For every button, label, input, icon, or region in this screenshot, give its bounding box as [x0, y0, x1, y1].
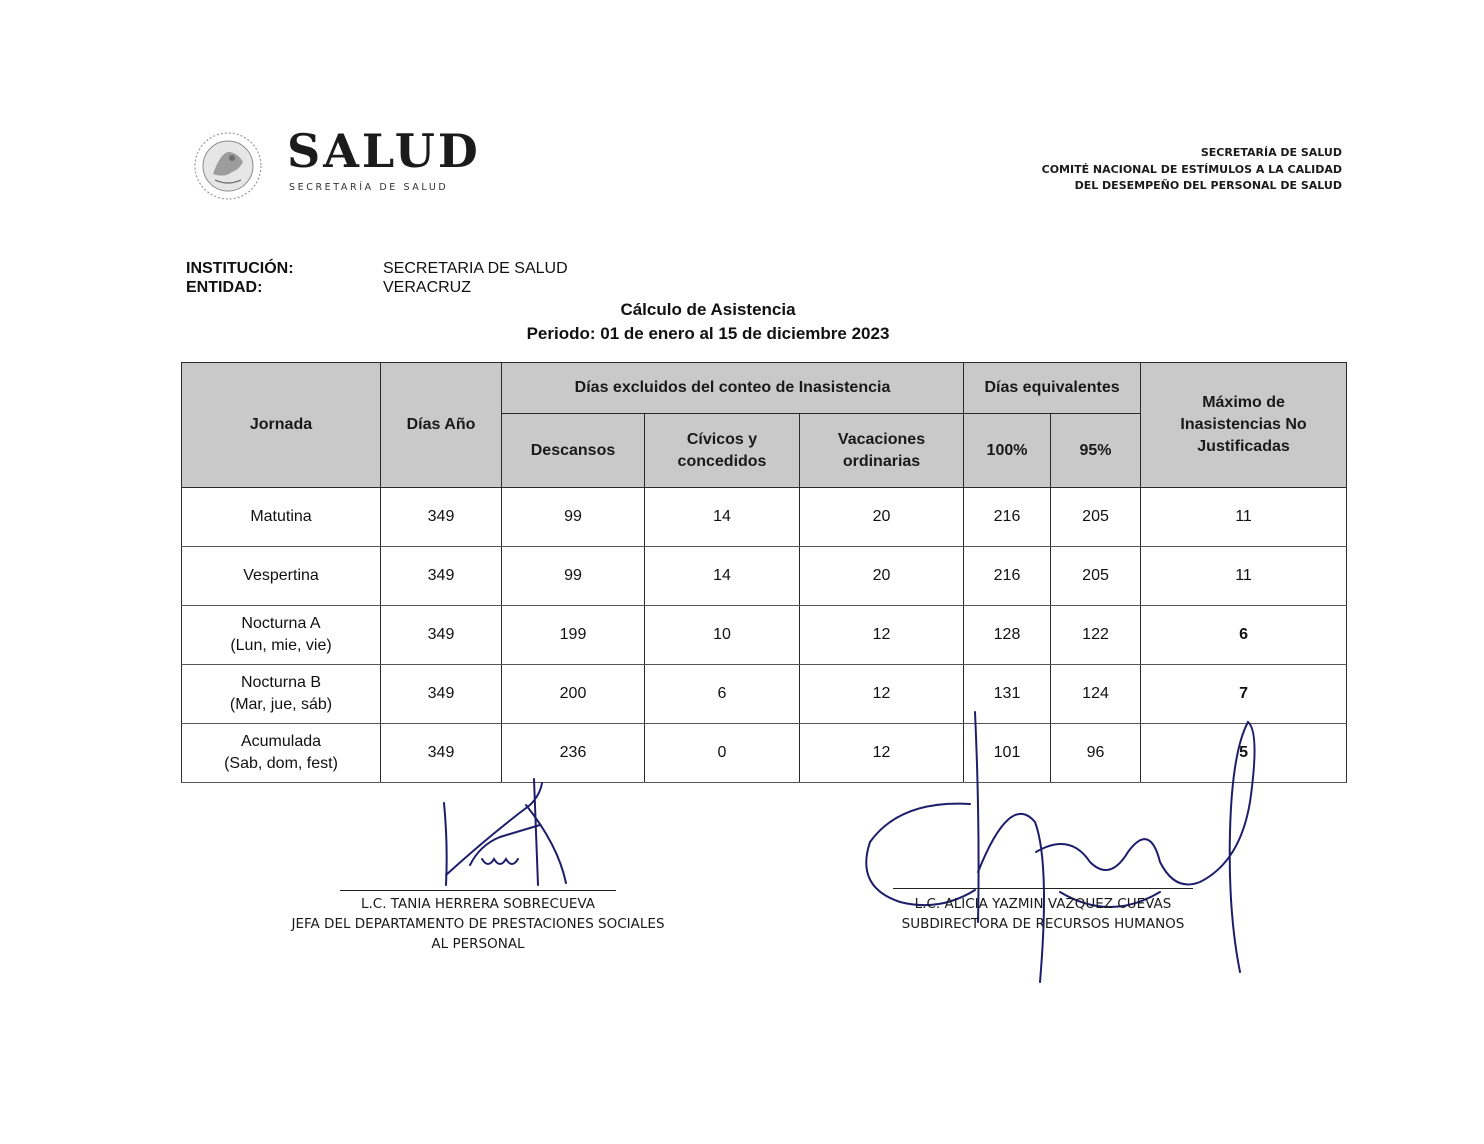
header-descansos: Descansos: [502, 414, 645, 488]
cell-vacaciones: 20: [800, 488, 964, 547]
signature-right-block: [860, 894, 1226, 934]
table-row: [182, 488, 1347, 547]
header-pct-100: 100%: [964, 414, 1051, 488]
header-civicos-line-2: concedidos: [677, 452, 767, 470]
entity-value: VERACRUZ: [383, 279, 472, 296]
cell-vacaciones: 12: [800, 606, 964, 665]
cell-dias-ano: 349: [381, 665, 502, 724]
table-row: [182, 547, 1347, 606]
header-pct-95: 95%: [1051, 414, 1141, 488]
header-dias-equivalentes: Días equivalentes: [964, 363, 1141, 414]
brand-subtitle: SECRETARÍA DE SALUD: [289, 182, 449, 193]
header-maximo-line-2: Inasistencias No: [1180, 416, 1307, 433]
cell-pct-95: 205: [1051, 488, 1141, 547]
cell-pct-95: 124: [1051, 665, 1141, 724]
cell-dias-ano: 349: [381, 606, 502, 665]
cell-civicos: 6: [645, 665, 800, 724]
header-civicos: [645, 414, 800, 488]
cell-descansos: 99: [502, 547, 645, 606]
institution-value: SECRETARIA DE SALUD: [383, 260, 568, 277]
header-maximo-inasistencias: [1141, 363, 1347, 488]
cell-vacaciones: 12: [800, 665, 964, 724]
entity-label: ENTIDAD:: [186, 279, 263, 296]
jornada-name: Acumulada: [240, 733, 322, 750]
cell-vacaciones: 20: [800, 547, 964, 606]
signature-right-name: L.C. ALICIA YAZMIN VAZQUEZ CUEVAS: [914, 896, 1172, 912]
header-vacaciones-line-2: ordinarias: [842, 452, 921, 470]
cell-maximo: 5: [1141, 724, 1347, 783]
cell-pct-100: 216: [964, 488, 1051, 547]
cell-maximo: 11: [1141, 547, 1347, 606]
cell-pct-95: 96: [1051, 724, 1141, 783]
signature-left-name: L.C. TANIA HERRERA SOBRECUEVA: [360, 896, 595, 912]
cell-descansos: 200: [502, 665, 645, 724]
header-vacaciones: [800, 414, 964, 488]
signature-left-role-2: AL PERSONAL: [431, 936, 525, 952]
signature-right-role: SUBDIRECTORA DE RECURSOS HUMANOS: [901, 916, 1185, 932]
cell-dias-ano: 349: [381, 724, 502, 783]
cell-descansos: 99: [502, 488, 645, 547]
period-subtitle: Periodo: 01 de enero al 15 de diciembre 2023: [526, 324, 890, 343]
jornada-name: Nocturna A: [241, 615, 321, 632]
signature-right-scribble: [860, 712, 1300, 1002]
national-seal-icon: [185, 130, 271, 202]
cell-pct-95: 205: [1051, 547, 1141, 606]
org-line-1: SECRETARÍA DE SALUD: [1200, 146, 1342, 159]
jornada-days: (Lun, mie, vie): [230, 637, 332, 654]
institution-values: [383, 259, 568, 297]
header-maximo-line-3: Justificadas: [1197, 438, 1290, 455]
cell-jornada: [182, 547, 381, 606]
cell-civicos: 14: [645, 547, 800, 606]
header-maximo-line-1: Máximo de: [1202, 394, 1285, 411]
header-civicos-line-1: Cívicos y: [686, 430, 758, 448]
cell-vacaciones: 12: [800, 724, 964, 783]
table-row: [182, 606, 1347, 665]
cell-civicos: 14: [645, 488, 800, 547]
jornada-days: (Mar, jue, sáb): [229, 696, 333, 713]
cell-descansos: 199: [502, 606, 645, 665]
cell-pct-100: 101: [964, 724, 1051, 783]
cell-jornada: [182, 606, 381, 665]
cell-maximo: 7: [1141, 665, 1347, 724]
header-dias-excluidos: Días excluidos del conteo de Inasistencia: [502, 363, 964, 414]
institution-label: INSTITUCIÓN:: [186, 260, 294, 277]
cell-jornada: [182, 488, 381, 547]
cell-jornada: [182, 724, 381, 783]
header-dias-ano: Días Año: [381, 363, 502, 488]
org-line-2: COMITÉ NACIONAL DE ESTÍMULOS A LA CALIDAD: [1041, 162, 1342, 176]
cell-pct-100: 128: [964, 606, 1051, 665]
cell-pct-100: 216: [964, 547, 1051, 606]
page-title: Cálculo de Asistencia: [620, 300, 796, 319]
cell-pct-100: 131: [964, 665, 1051, 724]
cell-civicos: 10: [645, 606, 800, 665]
signature-left-line: [340, 890, 616, 891]
cell-dias-ano: 349: [381, 547, 502, 606]
organization-header: [1042, 145, 1342, 195]
cell-maximo: 11: [1141, 488, 1347, 547]
institution-labels: [186, 259, 294, 297]
jornada-days: (Sab, dom, fest): [224, 755, 338, 772]
header-jornada: Jornada: [182, 363, 381, 488]
signature-left-role-1: JEFA DEL DEPARTAMENTO DE PRESTACIONES SOCIALES: [291, 916, 665, 932]
signature-left-scribble: [430, 775, 590, 895]
jornada-name: Matutina: [250, 508, 312, 525]
cell-maximo: 6: [1141, 606, 1347, 665]
signature-right-line: [893, 888, 1193, 889]
cell-civicos: 0: [645, 724, 800, 783]
brand-title: SALUD: [287, 124, 481, 178]
header-vacaciones-line-1: Vacaciones: [837, 430, 926, 448]
cell-jornada: [182, 665, 381, 724]
signature-left-block: [280, 894, 676, 954]
cell-descansos: 236: [502, 724, 645, 783]
jornada-name: Vespertina: [243, 567, 319, 584]
cell-dias-ano: 349: [381, 488, 502, 547]
org-line-3: DEL DESEMPEÑO DEL PERSONAL DE SALUD: [1074, 179, 1342, 192]
jornada-name: Nocturna B: [240, 674, 322, 691]
cell-pct-95: 122: [1051, 606, 1141, 665]
